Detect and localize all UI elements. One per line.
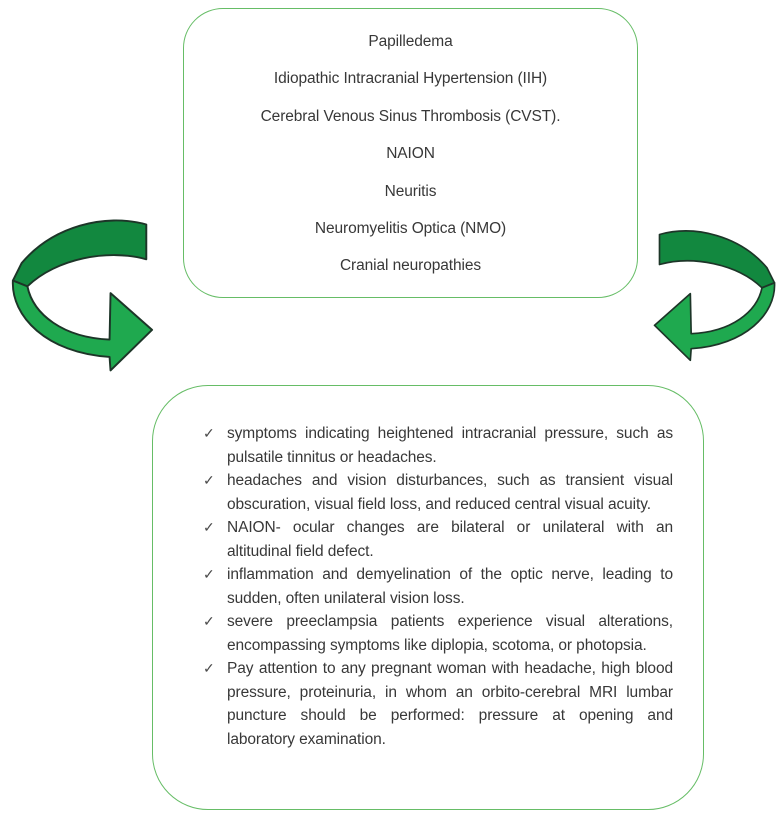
checkmark-icon: ✓ xyxy=(203,519,215,535)
diagnoses-box xyxy=(183,8,638,298)
check-item-text: headaches and vision disturbances, such as transient visual obscuration, visual field loss, and reduced central visual acuity. xyxy=(227,472,673,513)
checkmark-icon: ✓ xyxy=(203,566,215,582)
diagnosis-item: Papilledema xyxy=(368,33,453,50)
check-item-text: symptoms indicating heightened intracranial pressure, such as pulsatile tinnitus or headaches. xyxy=(227,425,673,466)
curved-arrow-right-icon xyxy=(652,217,777,377)
diagnosis-item: NAION xyxy=(386,145,435,163)
check-item-text: severe preeclampsia patients experience visual alterations, encompassing symptoms like diplopia, scotoma, or photopsia. xyxy=(227,613,673,654)
check-item-text: NAION- ocular changes are bilateral or unilateral with an altitudinal field defect. xyxy=(227,519,673,560)
diagnosis-item: Neuromyelitis Optica (NMO) xyxy=(314,219,507,237)
diagnosis-item: Cranial neuropathies xyxy=(339,257,482,275)
arrow-light-band-with-head xyxy=(13,281,152,371)
check-item xyxy=(203,469,673,516)
check-item xyxy=(203,422,673,469)
check-item xyxy=(203,610,673,657)
arrow-dark-band xyxy=(13,220,146,286)
check-item-text: inflammation and demyelination of the optic nerve, leading to sudden, often unilateral vision loss. xyxy=(227,566,673,607)
arrow-light-band-with-head xyxy=(655,283,775,360)
check-item xyxy=(203,657,673,751)
curved-arrow-left-icon xyxy=(10,218,155,376)
check-item xyxy=(203,516,673,563)
checkmark-icon: ✓ xyxy=(203,472,215,488)
diagnosis-item: Cerebral Venous Sinus Thrombosis (CVST). xyxy=(260,107,561,125)
checkmark-icon: ✓ xyxy=(203,660,215,676)
check-item xyxy=(203,563,673,610)
diagnosis-item: Neuritis xyxy=(384,182,437,200)
diagnosis-item: Idiopathic Intracranial Hypertension (IIH) xyxy=(273,70,548,88)
checkmark-icon: ✓ xyxy=(203,425,215,441)
clinical-features-box xyxy=(152,385,704,810)
arrow-dark-band xyxy=(660,231,775,288)
checkmark-icon: ✓ xyxy=(203,613,215,629)
check-item-text: Pay attention to any pregnant woman with headache, high blood pressure, proteinuria, in whom an orbito-cerebral MRI lumbar puncture should be performed: pressure at opening and laboratory examination. xyxy=(227,660,673,748)
